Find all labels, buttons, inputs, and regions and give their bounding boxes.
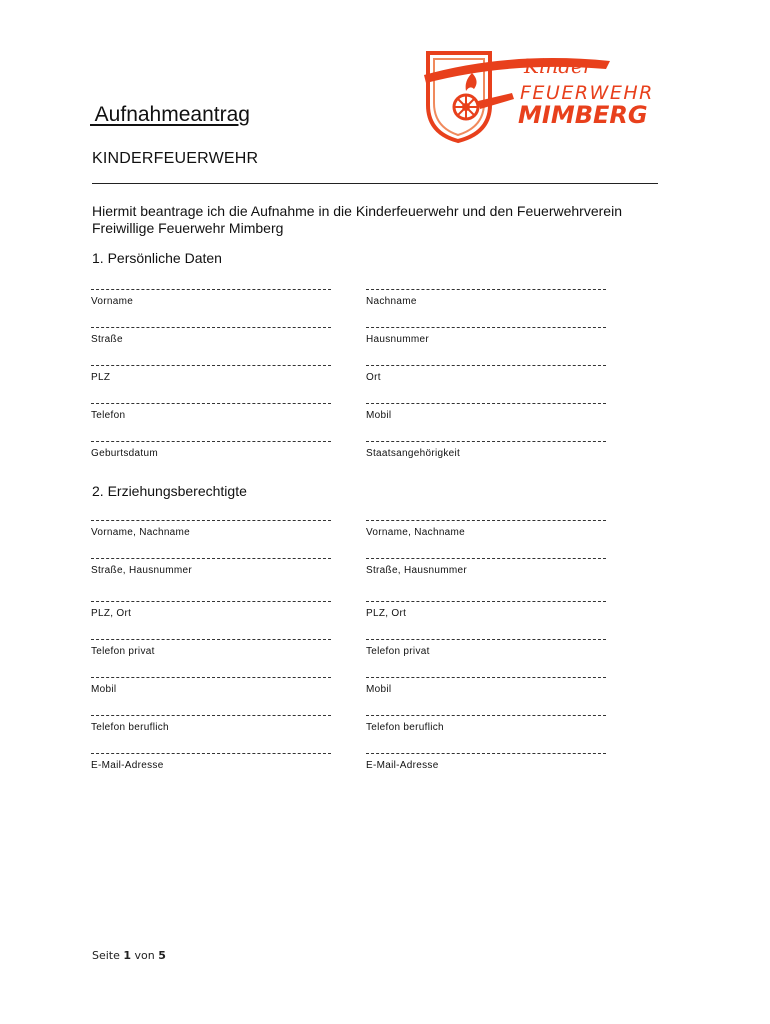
field-label: Mobil — [366, 410, 392, 421]
field-label: PLZ, Ort — [91, 608, 132, 619]
fill-in-line[interactable] — [366, 403, 606, 404]
fill-in-line[interactable] — [366, 289, 606, 290]
form-field-right[interactable] — [366, 715, 606, 733]
fill-in-line[interactable] — [91, 441, 331, 442]
section-2-heading: 2. Erziehungsberechtigte — [92, 483, 247, 499]
form-field-right[interactable] — [366, 441, 606, 459]
fill-in-line[interactable] — [366, 753, 606, 754]
fill-in-line[interactable] — [366, 715, 606, 716]
field-label: Telefon beruflich — [366, 722, 444, 733]
fill-in-line[interactable] — [366, 520, 606, 521]
fill-in-line[interactable] — [91, 289, 331, 290]
form-field-right[interactable] — [366, 753, 606, 771]
field-label: Geburtsdatum — [91, 448, 158, 459]
wheel-icon — [454, 95, 478, 119]
form-field-right[interactable] — [366, 558, 606, 576]
fill-in-line[interactable] — [91, 365, 331, 366]
form-field-right[interactable] — [366, 289, 606, 307]
fill-in-line[interactable] — [91, 558, 331, 559]
footer-middle: von — [131, 949, 159, 962]
page-footer — [92, 949, 166, 962]
form-field-left[interactable] — [91, 365, 331, 383]
logo-word-feuerwehr: FEUERWEHR — [520, 82, 654, 104]
fill-in-line[interactable] — [366, 677, 606, 678]
section-1-heading: 1. Persönliche Daten — [92, 250, 222, 266]
form-field-right[interactable] — [366, 327, 606, 345]
form-field-left[interactable] — [91, 403, 331, 421]
footer-current-page: 1 — [123, 949, 132, 962]
field-label: Vorname, Nachname — [366, 527, 466, 538]
fill-in-line[interactable] — [91, 715, 331, 716]
fill-in-line[interactable] — [366, 639, 606, 640]
form-field-left[interactable] — [91, 558, 331, 576]
field-label: Staatsangehörigkeit — [366, 448, 461, 459]
intro-text — [92, 203, 692, 237]
fill-in-line[interactable] — [366, 365, 606, 366]
footer-prefix: Seite — [92, 949, 124, 962]
fill-in-line[interactable] — [91, 677, 331, 678]
form-field-left[interactable] — [91, 715, 331, 733]
field-label: E-Mail-Adresse — [91, 760, 164, 771]
form-field-left[interactable] — [91, 289, 331, 307]
form-field-right[interactable] — [366, 520, 606, 538]
intro-line-2: Freiwillige Feuerwehr Mimberg — [92, 220, 284, 236]
field-label: Vorname, Nachname — [91, 527, 191, 538]
fill-in-line[interactable] — [366, 601, 606, 602]
flame-icon — [466, 73, 477, 91]
field-label: Straße, Hausnummer — [366, 565, 467, 576]
form-field-left[interactable] — [91, 441, 331, 459]
field-label: Telefon privat — [366, 646, 430, 657]
field-label: Straße, Hausnummer — [91, 565, 192, 576]
intro-line-1: Hiermit beantrage ich die Aufnahme in die Kinderfeuerwehr und den Feuerwehrverein — [92, 203, 622, 219]
field-label: Mobil — [91, 684, 117, 695]
field-label: Telefon privat — [91, 646, 155, 657]
form-field-right[interactable] — [366, 639, 606, 657]
form-field-left[interactable] — [91, 677, 331, 695]
form-field-left[interactable] — [91, 601, 331, 619]
logo-word-mimberg: MIMBERG — [518, 101, 648, 129]
field-label: Ort — [366, 372, 381, 383]
form-field-left[interactable] — [91, 753, 331, 771]
field-label: Hausnummer — [366, 334, 430, 345]
form-field-left[interactable] — [91, 327, 331, 345]
field-label: Nachname — [366, 296, 417, 307]
field-label: PLZ, Ort — [366, 608, 407, 619]
page-title: Aufnahmeantrag — [90, 103, 250, 126]
header-rule — [92, 183, 658, 184]
form-field-right[interactable] — [366, 677, 606, 695]
field-label: E-Mail-Adresse — [366, 760, 439, 771]
fill-in-line[interactable] — [91, 639, 331, 640]
form-field-right[interactable] — [366, 601, 606, 619]
fill-in-line[interactable] — [91, 753, 331, 754]
fill-in-line[interactable] — [366, 558, 606, 559]
field-label: Vorname — [91, 296, 134, 307]
form-subtitle: KINDERFEUERWEHR — [92, 150, 259, 167]
form-field-left[interactable] — [91, 520, 331, 538]
fill-in-line[interactable] — [91, 327, 331, 328]
footer-total-pages: 5 — [158, 949, 166, 962]
form-field-right[interactable] — [366, 365, 606, 383]
fill-in-line[interactable] — [366, 441, 606, 442]
field-label: PLZ — [91, 372, 111, 383]
field-label: Straße — [91, 334, 123, 345]
fill-in-line[interactable] — [91, 601, 331, 602]
field-label: Mobil — [366, 684, 392, 695]
kinderfeuerwehr-logo — [420, 45, 670, 145]
fill-in-line[interactable] — [91, 403, 331, 404]
logo-word-kinder: Kinder — [524, 54, 593, 78]
form-field-right[interactable] — [366, 403, 606, 421]
field-label: Telefon — [91, 410, 126, 421]
fill-in-line[interactable] — [366, 327, 606, 328]
form-field-left[interactable] — [91, 639, 331, 657]
field-label: Telefon beruflich — [91, 722, 169, 733]
fill-in-line[interactable] — [91, 520, 331, 521]
